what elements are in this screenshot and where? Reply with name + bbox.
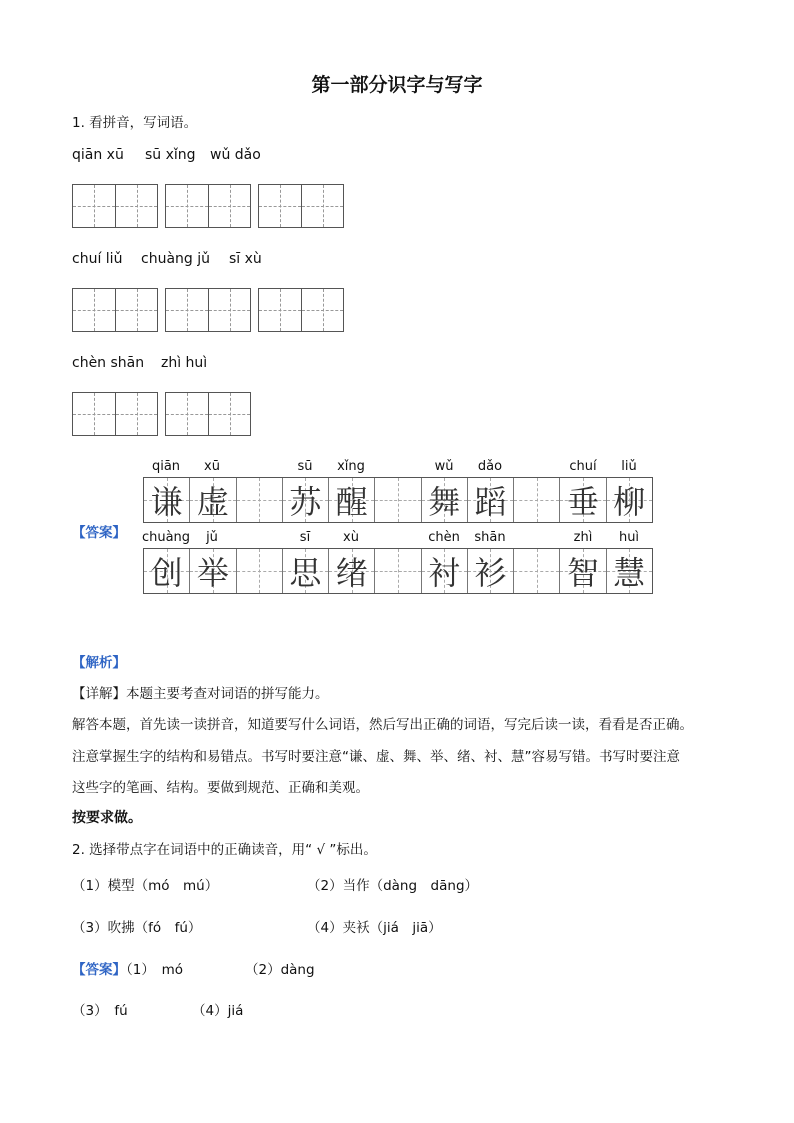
answer-char: 举 [196,554,229,592]
writing-grid[interactable] [165,392,251,436]
answer-char: 谦 [150,483,183,521]
answer-pinyin: zhì [573,530,593,545]
pinyin-label: wǔ dǎo [210,147,261,163]
answer-pinyin: xù [343,530,359,545]
q2-option: （1）模型（mó mú） [72,878,219,894]
answer-label: 【答案】 [72,525,126,541]
answer-char: 创 [150,554,183,592]
section-heading: 按要求做。 [72,810,142,826]
answer-pinyin: sī [299,530,311,545]
pinyin-label: chuí liǔ [72,251,123,267]
q2-option: （2）当作（dàng dāng） [307,878,479,894]
answer-char: 舞 [428,483,461,521]
answer2-item: （3） fú [72,1003,128,1019]
answer-pinyin: jǔ [206,530,218,545]
answer-char: 绪 [335,554,368,592]
detail-label: 【详解】 [72,686,126,702]
analysis-paragraph: 这些字的笔画、结构。要做到规范、正确和美观。 [72,780,369,796]
answer-pinyin: xū [204,459,220,474]
answer-pinyin: sū [297,459,313,474]
pinyin-label: chuàng jǔ [141,251,210,267]
q2-option: （4）夹袄（jiá jiā） [307,920,442,936]
writing-grid[interactable] [165,184,251,228]
answer-char: 蹈 [474,483,507,521]
answer-char: 垂 [567,483,600,521]
q2-prompt: 2. 选择带点字在词语中的正确读音，用“ √ ”标出。 [72,842,377,858]
answer-pinyin: huì [618,530,640,545]
analysis-paragraph: 注意掌握生字的结构和易错点。书写时要注意“谦、虚、舞、举、绪、衬、慧”容易写错。书写时要注意 [72,749,680,765]
answer-grid-row-2 [143,548,653,594]
answer-pinyin: shān [474,530,506,545]
q2-option: （3）吹拂（fó fú） [72,920,202,936]
writing-grid[interactable] [165,288,251,332]
answer-pinyin: liǔ [621,459,637,474]
pinyin-label: sī xù [229,251,262,267]
pinyin-label: sū xǐng [145,147,196,163]
answer-pinyin: xǐng [337,459,365,474]
answer-char: 慧 [613,554,646,592]
writing-grid[interactable] [72,184,158,228]
writing-grid[interactable] [258,184,344,228]
writing-grid[interactable] [72,288,158,332]
answer-pinyin: chèn [428,530,460,545]
answer-char: 智 [567,554,600,592]
analysis-label: 【解析】 [72,655,126,671]
answer-pinyin: wǔ [434,459,454,474]
answer2-item: （4）jiá [192,1003,244,1019]
answer2-label: 【答案】 [72,962,126,978]
answer-char: 柳 [613,483,646,521]
answer-pinyin: chuàng [141,530,191,545]
answer-pinyin: chuí [569,459,597,474]
pinyin-label: chèn shān [72,355,145,371]
pinyin-label: zhì huì [161,355,208,371]
page-title: 第一部分识字与写字 [311,74,483,96]
writing-grid[interactable] [258,288,344,332]
answer2-item: （2）dàng [245,962,315,978]
q1-prompt: 1. 看拼音，写词语。 [72,115,198,131]
answer-char: 衫 [474,554,507,592]
answer-char: 醒 [335,483,368,521]
answer-char: 衬 [428,554,461,592]
answer-char: 思 [289,554,322,592]
pinyin-label: qiān xū [72,147,124,163]
detail-text: 本题主要考查对词语的拼写能力。 [126,686,329,702]
answer-pinyin: qiān [151,459,181,474]
answer2-item: （1） mó [126,962,183,978]
answer-pinyin: dǎo [477,459,503,474]
writing-grid[interactable] [72,392,158,436]
answer-char: 虚 [196,483,229,521]
analysis-paragraph: 解答本题，首先读一读拼音，知道要写什么词语，然后写出正确的词语，写完后读一读，看看是否正确。 [72,717,693,733]
answer-grid-row-1 [143,477,653,523]
answer-char: 苏 [289,483,322,521]
